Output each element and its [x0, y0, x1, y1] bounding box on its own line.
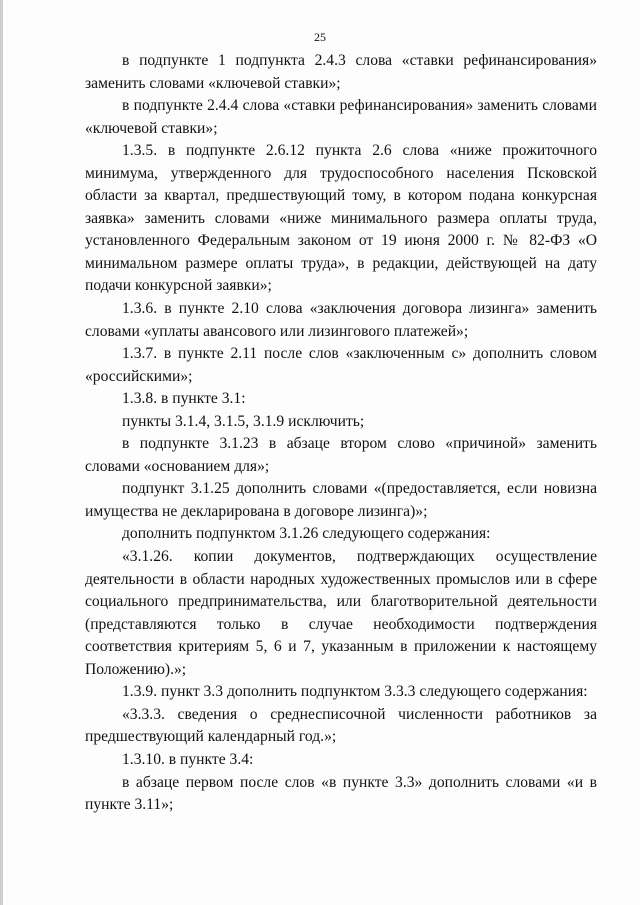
paragraph-3-3-3-content: «3.3.3. сведения о среднесписочной численности работников за предшествующий календарный год.»;	[85, 705, 597, 746]
page-edge-shadow	[0, 0, 3, 905]
paragraph-refinancing-rate-2-4-3: в подпункте 1 подпункта 2.4.3 слова «ставки рефинансирования» заменить словами «ключевой ставки»;	[85, 52, 597, 92]
paragraph-1-3-10: 1.3.10. в пункте 3.4:	[122, 750, 254, 768]
paragraph-3-1-25: подпункт 3.1.25 дополнить словами «(предоставляется, если новизна имущества не декларирована в договоре лизинга)»;	[85, 480, 597, 520]
paragraph-1-3-7: 1.3.7. в пункте 2.11 после слов «заключенным с» дополнить словом «российскими»;	[85, 345, 597, 385]
paragraph-3-1-23: в подпункте 3.1.23 в абзаце втором слово «причиной» заменить словами «основанием для»;	[85, 435, 597, 475]
paragraph-3-1-26-content: «3.1.26. копии документов, подтверждающих осуществление деятельности в области народных художественных промыслов или в сфере социального предпринимательства, или благотворительной деятельности (представляются только в случае необходимости подтверждения соответствия критериям 5, 6 и 7, указанным в приложении к настоящему Положению).»;	[85, 548, 597, 678]
paragraph-1-3-9: 1.3.9. пункт 3.3 дополнить подпунктом 3.3.3 следующего содержания:	[122, 683, 588, 701]
paragraph-first-abzats: в абзаце первом после слов «в пункте 3.3» дополнить словами «и в пункте 3.11»;	[85, 773, 597, 814]
paragraph-1-3-5: 1.3.5. в подпункте 2.6.12 пункта 2.6 слова «ниже прожиточного минимума, утвержденного для трудоспособного населения Псковской области за квартал, предшествующий тому, в котором подана конкурсная заявка» заменить словами «ниже минимального размера оплаты труда, установленного Федеральным законом от 19 июня 2000 г. № 82-ФЗ «О минимальном размере оплаты труда», в редакции, действующей на дату подачи конкурсной заявки»;	[85, 142, 597, 295]
page-number: 25	[314, 30, 326, 44]
paragraph-1-3-8: 1.3.8. в пункте 3.1:	[122, 390, 246, 408]
paragraph-add-3-1-26: дополнить подпунктом 3.1.26 следующего содержания:	[122, 525, 491, 543]
paragraph-1-3-6: 1.3.6. в пункте 2.10 слова «заключения договора лизинга» заменить словами «уплаты авансового или лизингового платежей»;	[85, 300, 597, 340]
paragraph-refinancing-rate-2-4-4: в подпункте 2.4.4 слова «ставки рефинансирования» заменить словами «ключевой ставки»;	[85, 97, 597, 137]
paragraph-exclude-items: пункты 3.1.4, 3.1.5, 3.1.9 исключить;	[122, 412, 365, 430]
document-body	[85, 50, 597, 817]
